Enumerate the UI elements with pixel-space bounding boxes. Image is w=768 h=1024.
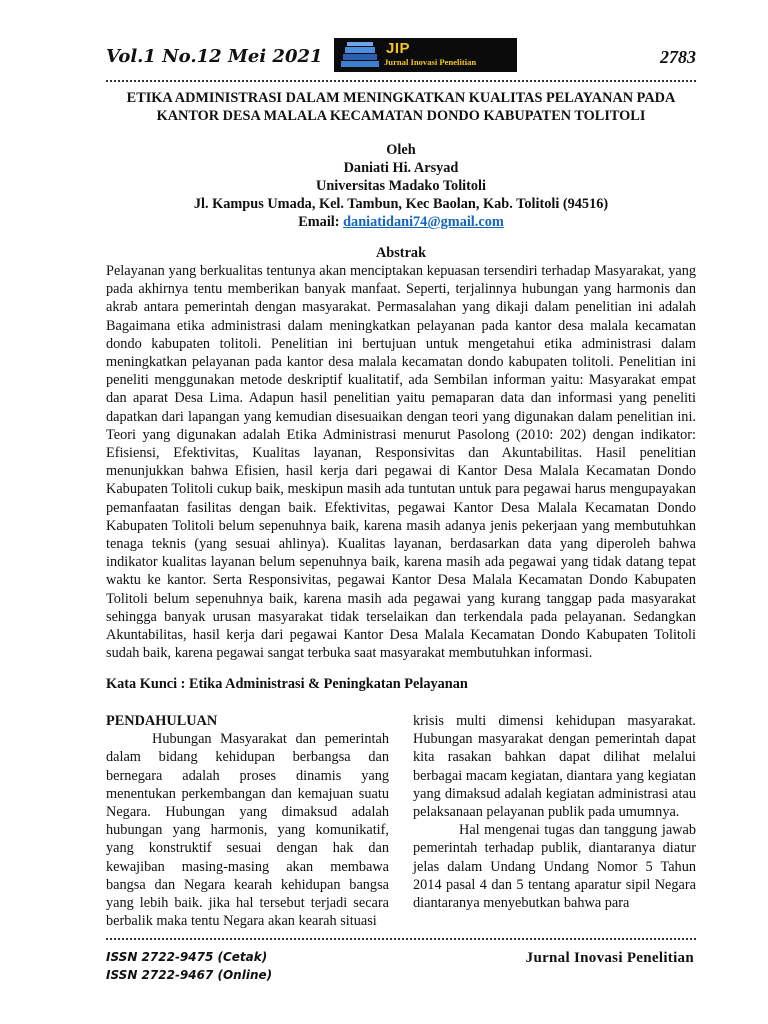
email-label: Email: bbox=[298, 214, 340, 230]
section-heading: PENDAHULUAN bbox=[106, 713, 218, 729]
left-column bbox=[106, 712, 389, 930]
intro-paragraph-right-1: krisis multi dimensi kehidupan masyarakat. Hubungan masyarakat dengan pemerintah dapat kita rasakan bahkan dapat dilihat melalui berbagai macam kegiatan, diantara yang kegiatan yang dimaksud adalah kegiatan administrasi atau pelaksanaan pelayanan publik pada umumnya. bbox=[413, 713, 696, 821]
page-number: 2783 bbox=[660, 47, 696, 67]
keywords: Kata Kunci : Etika Administrasi & Peningkatan Pelayanan bbox=[106, 676, 468, 692]
issn-print: ISSN 2722-9475 (Cetak) bbox=[106, 950, 268, 964]
logo-subtitle: Jurnal Inovasi Penelitian bbox=[384, 57, 477, 67]
intro-paragraph-right-2: Hal mengenai tugas dan tanggung jawab pemerintah terhadap publik, diantaranya diatur jelas dalam Undang Undang Nomor 5 Tahun 2014 pasal 4 dan 5 tentang aparatur sipil Negara diantaranya menyebutkan bahwa para bbox=[413, 822, 696, 912]
issn-online: ISSN 2722-9467 (Online) bbox=[106, 968, 273, 982]
author-address: Jl. Kampus Umada, Kel. Tambun, Kec Baolan, Kab. Tolitoli (94516) bbox=[193, 196, 609, 212]
volume-label: Vol.1 No.12 Mei 2021 bbox=[106, 46, 323, 67]
author-email-line bbox=[106, 213, 696, 231]
title-line-1: ETIKA ADMINISTRASI DALAM MENINGKATKAN KUALITAS PELAYANAN PADA bbox=[126, 90, 676, 106]
footer-journal-name: Jurnal Inovasi Penelitian bbox=[525, 950, 694, 966]
header-divider bbox=[106, 80, 696, 82]
abstract-heading: Abstrak bbox=[375, 245, 427, 261]
paper-title bbox=[106, 89, 696, 125]
journal-logo bbox=[334, 38, 517, 72]
intro-paragraph-left: Hubungan Masyarakat dan pemerintah dalam bidang kehidupan berbangsa dan bernegara adalah proses dinamis yang menentukan perkembangan dan kemajuan suatu Negara. Hubungan yang dimaksud adalah hubungan yang harmonis, yang komunikatif, yang konstruktif sesuai dengan hak dan kewajiban masing-masing akan membawa bangsa dan Negara kearah kehidupan bangsa yang lebih baik. jika hal tersebut terjadi secara berbalik maka tentu Negara akan kearah situasi bbox=[106, 731, 389, 930]
abstract-text: Pelayanan yang berkualitas tentunya akan menciptakan kepuasan tersendiri terhadap Masyarakat, yang pada akhirnya tentu memberikan banyak manfaat. Seperti, terjalinnya hubungan yang harmonis dan akrab antara pemerintah dengan masyarakat. Permasalahan yang dikaji dalam penelitian ini adalah Bagaimana etika administrasi dalam meningkatkan pelayanan pada kantor desa malala kecamatan dondo kabupaten tolitoli. Penelitian ini bertujuan untuk mengetahui etika administrasi dalam meningkatkan pelayanan pada kantor desa malala kecamatan dondo kabupaten tolitoli. Penelitian ini peneliti menggunakan metode deskriptif kualitatif, ada Sembilan informan yaitu: Masyarakat empat dan aparat Desa Lima. Adapun hasil penelitian yaitu pemaparan data dan informasi yang peneliti dapatkan dari lapangan yang kemudian disesuaikan dengan teori yang digunakan dalam penelitian ini. Teori yang digunakan adalah Etika Administrasi menurut Pasolong (2010: 202) dengan indikator: Efisiensi, Efektivitas, Kualitas layanan, Responsivitas dan Akuntabilitas. Hasil penelitian menunjukkan bahwa Efisien, hasil kerja dari pegawai di Kantor Desa Malala Kecamatan Dondo Kabupaten Tolitoli cukup baik, meskipun masih ada tuntutan untuk para pegawai harus mengupayakan pemanfaatan fasilitas dengan baik. Efektivitas, pegawai Kantor Desa Malala Kecamatan Dondo Kabupaten Tolitoli belum sepenuhnya baik, karena masih adanya jenis pekerjaan yang membutuhkan tenaga teknis (yang sesuai ahlinya). Kualitas layanan, berdasarkan data yang diperoleh bahwa indikator kualitas layanan belum sepenuhnya baik, karena masih ada pegawai yang tidak datang tepat waktu ke kantor. Serta Responsivitas, pegawai Kantor Desa Malala Kecamatan Dondo Kabupaten Tolitoli belum sepenuhnya baik, karena masih ada pegawai yang kurang tanggap pada masyarakat sehingga banyak urusan masyarakat tidak terselaikan dan terkendala pada pelayanan. Sedangkan Akuntabilitas, hasil kerja dari pegawai Kantor Desa Malala Kecamatan Dondo Kabupaten Tolitoli sudah baik, karena pegawai sangat terbuka saat masyarakat membutuhkan informasi. bbox=[106, 263, 696, 662]
by-label: Oleh bbox=[386, 142, 416, 158]
books-icon bbox=[340, 41, 380, 69]
title-line-2: KANTOR DESA MALALA KECAMATAN DONDO KABUPATEN TOLITOLI bbox=[156, 108, 646, 124]
footer-divider bbox=[106, 938, 696, 940]
email-link[interactable]: daniatidani74@gmail.com bbox=[343, 214, 504, 230]
author-institution: Universitas Madako Tolitoli bbox=[316, 178, 486, 194]
logo-text: JIP bbox=[386, 40, 411, 57]
right-column bbox=[413, 712, 696, 912]
author-name: Daniati Hi. Arsyad bbox=[343, 160, 459, 176]
author-block bbox=[106, 141, 696, 231]
